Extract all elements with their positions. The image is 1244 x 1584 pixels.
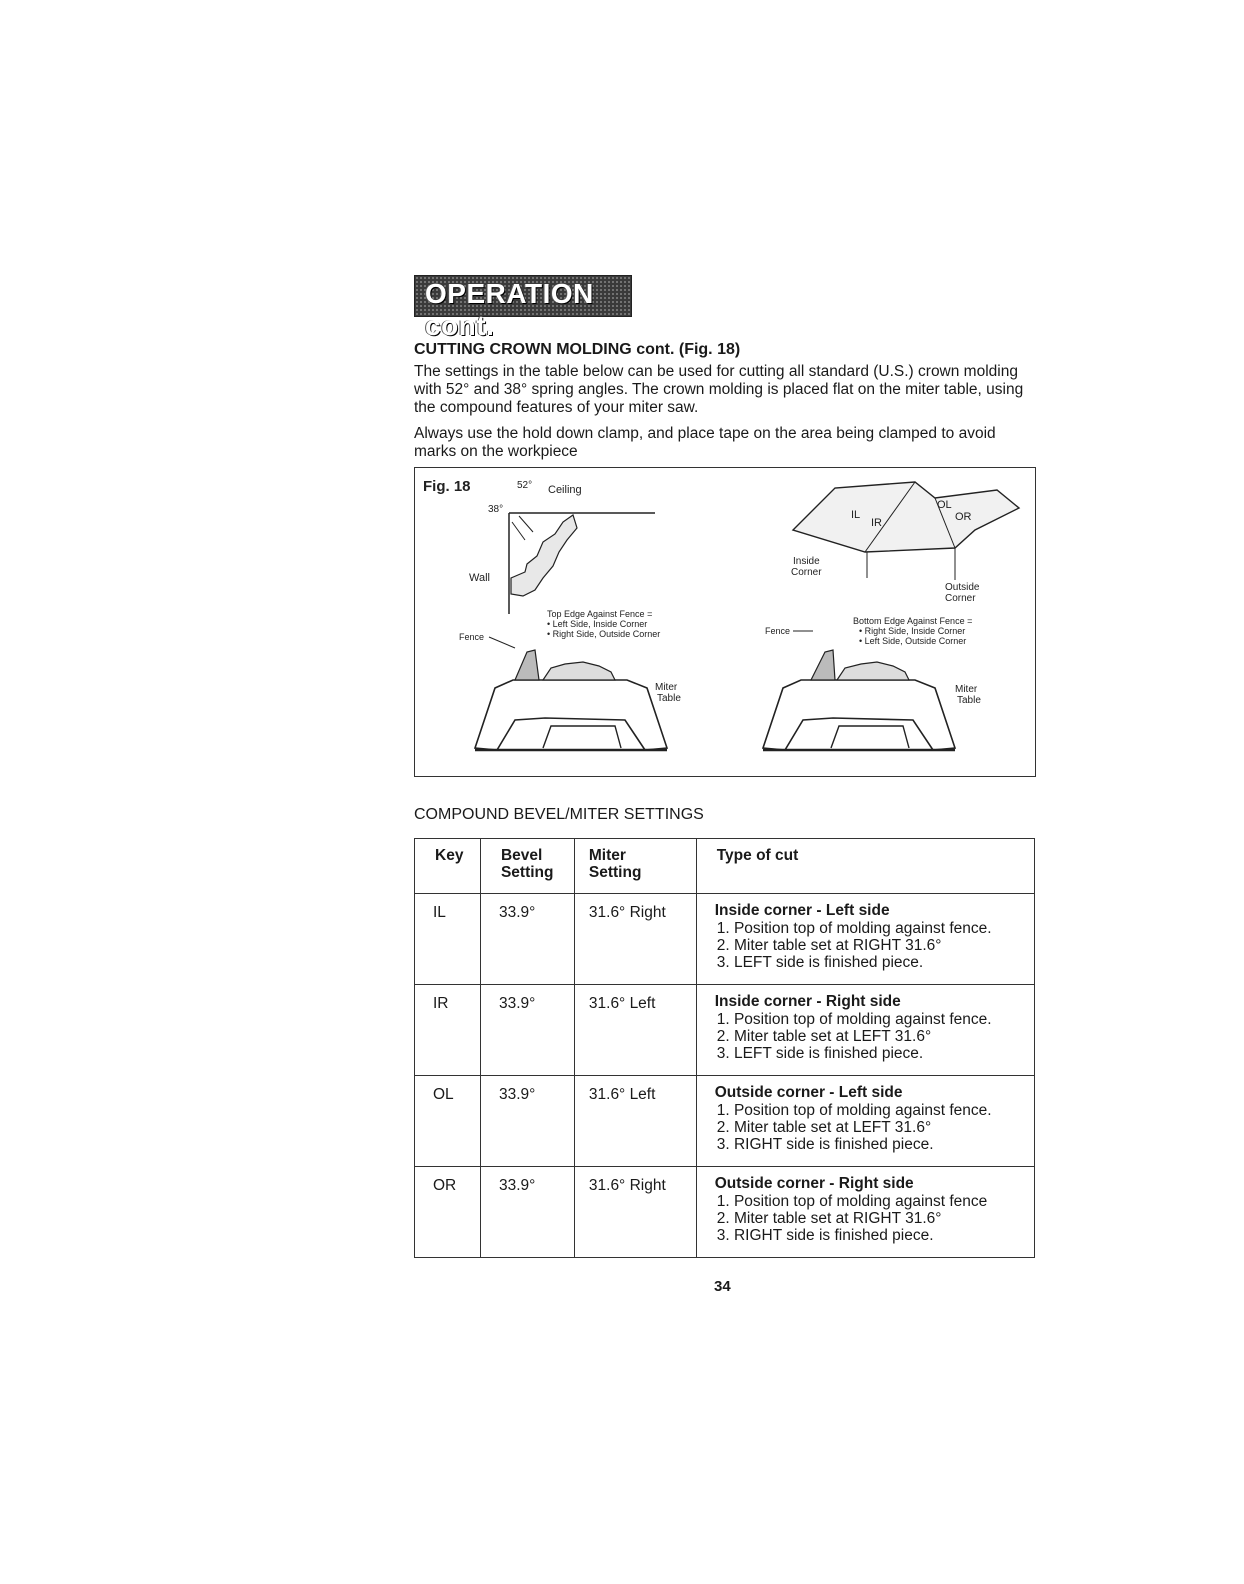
cut-step: 3. RIGHT side is finished piece.	[716, 1227, 934, 1244]
top-edge-line-1: Top Edge Against Fence =	[547, 609, 653, 619]
inside-corner-label-1: Inside	[793, 556, 820, 567]
miter-cell: 31.6° Right	[588, 904, 666, 921]
molding-on-table-right	[837, 662, 909, 680]
table-header-row	[415, 839, 1035, 894]
angle-line-38	[512, 522, 525, 540]
top-edge-line-3: • Right Side, Outside Corner	[547, 629, 661, 639]
inside-corner-label-2: Corner	[791, 567, 822, 578]
miter-table-right-label-1: Miter	[955, 684, 978, 695]
table-row	[415, 894, 1035, 985]
angle-52-label: 52°	[517, 480, 533, 491]
key-cell: OL	[433, 1086, 454, 1103]
ceiling-label: Ceiling	[548, 484, 582, 496]
outside-corner-label-2: Corner	[945, 593, 976, 604]
table-row	[415, 985, 1035, 1076]
miter-table-right-label-2: Table	[957, 695, 981, 706]
header-type: Type of cut	[696, 839, 1034, 894]
cut-step: 1. Position top of molding against fence.	[716, 1102, 992, 1119]
miter-cell: 31.6° Right	[588, 1177, 666, 1194]
header-bevel: Bevel Setting	[480, 839, 574, 894]
table-base-right	[831, 726, 909, 748]
cut-step: 2. Miter table set at LEFT 31.6°	[716, 1119, 932, 1136]
cut-title: Outside corner - Left side	[714, 1084, 903, 1101]
key-il: IL	[851, 509, 861, 521]
cut-description	[697, 985, 1034, 1062]
miter-table-left-label-1: Miter	[655, 682, 678, 693]
fence-right	[811, 650, 835, 680]
header-key: Key	[415, 839, 481, 894]
bottom-edge-line-3: • Left Side, Outside Corner	[859, 636, 967, 646]
cut-step: 3. LEFT side is finished piece.	[716, 954, 924, 971]
bevel-cell: 33.9°	[498, 1177, 536, 1194]
miter-table-left-label-2: Table	[657, 693, 681, 704]
section-banner	[414, 275, 632, 341]
cut-description	[697, 1076, 1034, 1153]
miter-cell: 31.6° Left	[588, 1086, 656, 1103]
header-miter: Miter Setting	[574, 839, 696, 894]
cut-step: 2. Miter table set at RIGHT 31.6°	[716, 1210, 942, 1227]
cut-step: 2. Miter table set at LEFT 31.6°	[716, 1028, 932, 1045]
page-number: 34	[714, 1278, 731, 1295]
fence-left-label: Fence	[459, 632, 485, 642]
fence-right-label: Fence	[765, 626, 791, 636]
cut-step: 1. Position top of molding against fence.	[716, 920, 992, 937]
angle-38-label: 38°	[488, 504, 504, 515]
corner-molding-drawing	[793, 482, 1019, 552]
miter-table-left	[475, 680, 667, 750]
miter-cell: 31.6° Left	[588, 995, 656, 1012]
fence-left	[515, 650, 539, 680]
section-heading: CUTTING CROWN MOLDING cont. (Fig. 18)	[414, 341, 741, 358]
miter-table-right	[763, 680, 955, 750]
table-title: COMPOUND BEVEL/MITER SETTINGS	[414, 806, 704, 823]
key-ol: OL	[937, 499, 952, 511]
bevel-cell: 33.9°	[498, 1086, 536, 1103]
molding-on-table-left	[543, 662, 615, 680]
figure-18-drawing	[415, 468, 1035, 776]
key-or: OR	[955, 511, 972, 523]
fence-left-leader	[489, 637, 515, 648]
cut-description	[697, 1167, 1034, 1244]
key-cell: OR	[433, 1177, 457, 1194]
cut-description	[697, 894, 1034, 971]
compound-settings-table	[414, 838, 1035, 1258]
key-cell: IR	[433, 995, 449, 1012]
table-row	[415, 1076, 1035, 1167]
bevel-cell: 33.9°	[498, 995, 536, 1012]
cut-step: 3. RIGHT side is finished piece.	[716, 1136, 934, 1153]
angle-line-52	[519, 516, 533, 532]
key-ir: IR	[871, 517, 882, 529]
clamp-paragraph: Always use the hold down clamp, and place tape on the area being clamped to avoid marks on the workpiece	[414, 425, 996, 460]
cut-title: Outside corner - Right side	[714, 1175, 914, 1192]
bevel-cell: 33.9°	[498, 904, 536, 921]
bottom-edge-line-2: • Right Side, Inside Corner	[859, 626, 966, 636]
top-edge-line-2: • Left Side, Inside Corner	[547, 619, 648, 629]
cut-title: Inside corner - Right side	[714, 993, 901, 1010]
outside-corner-label-1: Outside	[945, 582, 980, 593]
figure-label: Fig. 18	[423, 478, 471, 495]
bottom-edge-line-1: Bottom Edge Against Fence =	[853, 616, 973, 626]
cut-step: 1. Position top of molding against fence	[716, 1193, 988, 1210]
cut-step: 3. LEFT side is finished piece.	[716, 1045, 924, 1062]
cut-step: 1. Position top of molding against fence.	[716, 1011, 992, 1028]
banner-text: OPERATION cont.	[425, 278, 594, 341]
key-cell: IL	[433, 904, 446, 921]
cut-step: 2. Miter table set at RIGHT 31.6°	[716, 937, 942, 954]
figure-18	[414, 467, 1036, 777]
intro-paragraph: The settings in the table below can be used for cutting all standard (U.S.) crown molding with 52° and 38° spring angles. The crown molding is placed flat on the miter table, using the compound features of your miter saw.	[414, 363, 1024, 416]
table-row	[415, 1167, 1035, 1258]
crown-molding-profile	[511, 515, 577, 596]
wall-label: Wall	[469, 572, 490, 584]
cut-title: Inside corner - Left side	[714, 902, 890, 919]
table-base-left	[543, 726, 621, 748]
